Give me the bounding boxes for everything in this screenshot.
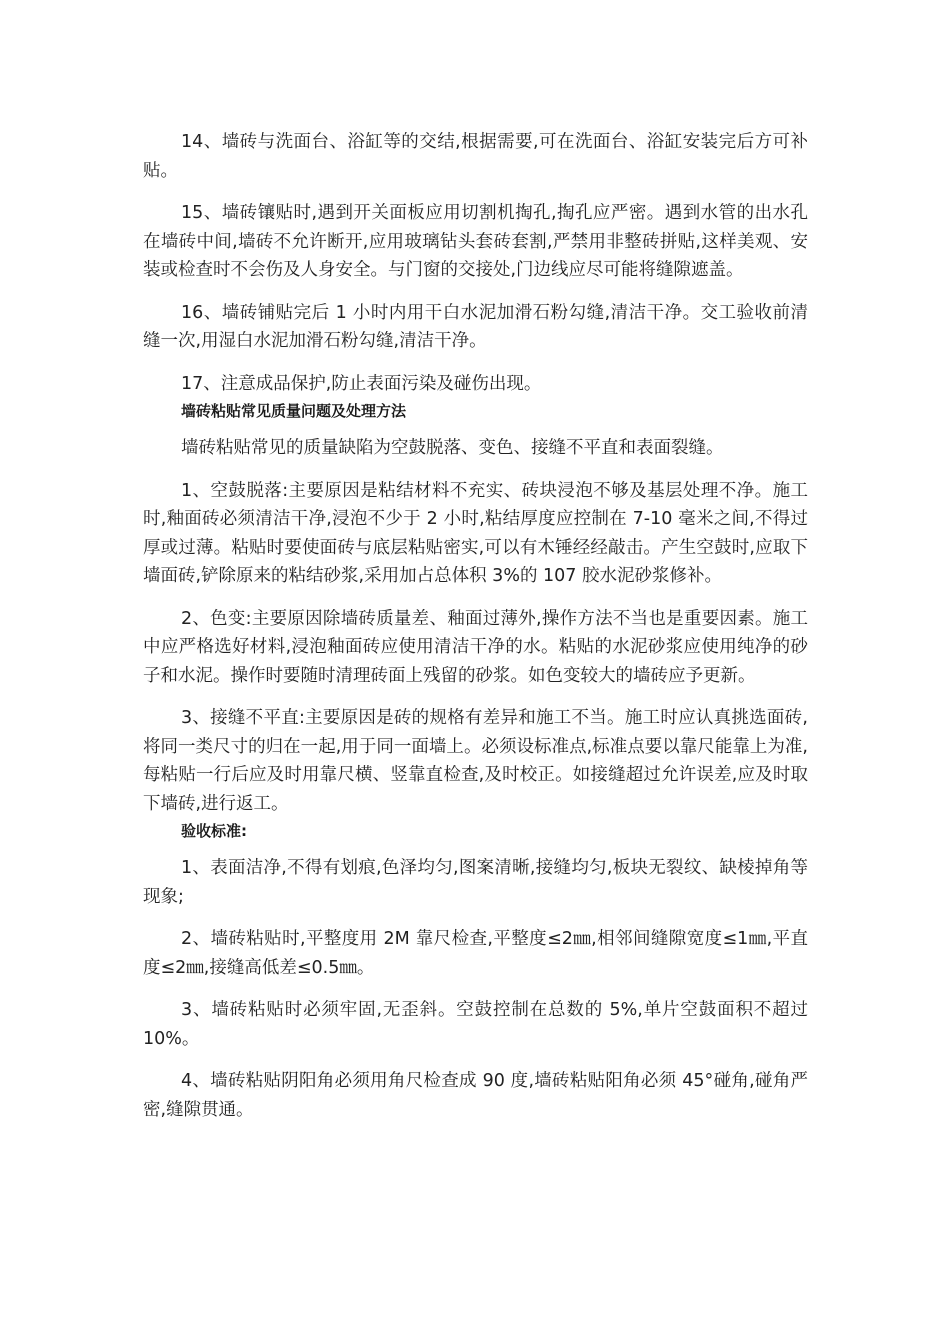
quality-item-hollowing: 1、空鼓脱落:主要原因是粘结材料不充实、砖块浸泡不够及基层处理不净。施工时,釉面砖必须清洁干净,浸泡不少于 2 小时,粘结厚度应控制在 7-10 毫米之间,不得过厚或过薄。粘贴时要使面砖与底层粘贴密实,可以有木锤经经敲击。产生空鼓时,应取下墙面砖,铲除原来的粘结砂浆,采用加占总体积 3%的 107 胶水泥砂浆修补。 (143, 480, 808, 586)
quality-issues-intro: 墙砖粘贴常见的质量缺陷为空鼓脱落、变色、接缝不平直和表面裂缝。 (181, 438, 724, 458)
acceptance-item-4: 4、墙砖粘贴阴阳角必须用角尺检查成 90 度,墙砖粘贴阳角必须 45°碰角,碰角严密,缝隙贯通。 (143, 1071, 808, 1120)
paragraph-17: 17、注意成品保护,防止表面污染及碰伤出现。 (181, 373, 542, 394)
acceptance-item-2: 2、墙砖粘贴时,平整度用 2M 靠尺检查,平整度≤2㎜,相邻间缝隙宽度≤1㎜,平直度≤2㎜,接缝高低差≤0.5㎜。 (143, 929, 808, 978)
paragraph-14: 14、墙砖与洗面台、浴缸等的交结,根据需要,可在洗面台、浴缸安装完后方可补贴。 (143, 132, 808, 181)
acceptance-item-1: 1、表面洁净,不得有划痕,色泽均匀,图案清晰,接缝均匀,板块无裂纹、缺棱掉角等现象; (143, 858, 808, 907)
quality-issues-heading: 墙砖粘贴常见质量问题及处理方法 (181, 402, 407, 420)
quality-item-joints: 3、接缝不平直:主要原因是砖的规格有差异和施工不当。施工时应认真挑选面砖,将同一类尺寸的归在一起,用于同一面墙上。必须设标准点,标准点要以靠尺能靠上为准,每粘贴一行后应及时用靠尺横、竖靠直检查,及时校正。如接缝超过允许误差,应及时取下墙砖,进行返工。 (143, 708, 808, 814)
quality-item-discoloration: 2、色变:主要原因除墙砖质量差、釉面过薄外,操作方法不当也是重要因素。施工中应严格选好材料,浸泡釉面砖应使用清洁干净的水。粘贴的水泥砂浆应使用纯净的砂子和水泥。操作时要随时清理砖面上残留的砂浆。如色变较大的墙砖应予更新。 (143, 608, 808, 686)
acceptance-heading: 验收标准: (181, 822, 247, 840)
paragraph-15: 15、墙砖镶贴时,遇到开关面板应用切割机掏孔,掏孔应严密。遇到水管的出水孔在墙砖中间,墙砖不允许断开,应用玻璃钻头套砖套割,严禁用非整砖拼贴,这样美观、安装或检查时不会伤及人身安全。与门窗的交接处,门边线应尽可能将缝隙遮盖。 (143, 203, 808, 280)
paragraph-16: 16、墙砖铺贴完后 1 小时内用干白水泥加滑石粉勾缝,清洁干净。交工验收前清缝一次,用湿白水泥加滑石粉勾缝,清洁干净。 (143, 302, 808, 351)
acceptance-item-3: 3、墙砖粘贴时必须牢固,无歪斜。空鼓控制在总数的 5%,单片空鼓面积不超过 10%。 (143, 1000, 808, 1049)
document-body (143, 128, 808, 1138)
